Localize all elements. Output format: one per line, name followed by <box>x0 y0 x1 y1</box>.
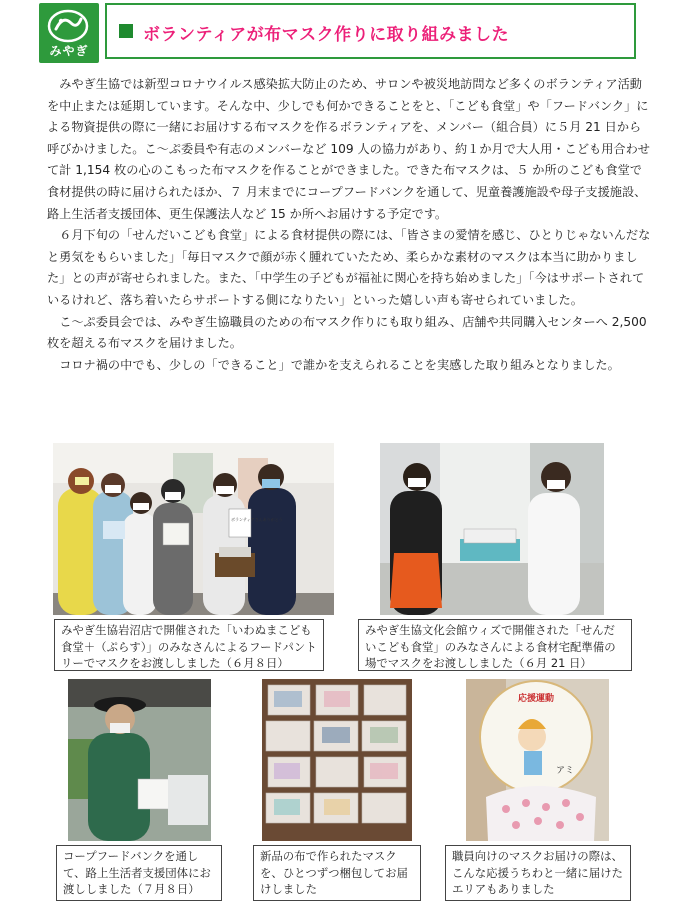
article-paragraph: みやぎ生協では新型コロナウイルス感染拡大防止のため、サロンや被災地訪問など多くのボランティア活動を中止または延期しています。そんな中、少しでも何かできることをと、「こども食堂」や「フードバンク」による物資提供の際に一緒にお届けする布マスクを作るボランティアを、メンバー（組合員）に５月 21 日から呼びかけました。こ～ぷ委員や有志のメンバーなど 109 人の協力があり、約１か月で大人用・こども用合わせて計 1,154 枚の心のこもった布マスクを作ることができました。できた布マスクは、５ か所のこども食堂で食材提供の時に届けられたほか、７ 月末までにコープフードバンクを通して、児童養護施設や母子支援施設、路上生活者支援団体、更生保護法人など 15 か所へお届けする予定です。 <box>47 77 650 221</box>
photo-sendai-handover <box>380 443 604 615</box>
photo-caption: みやぎ生協文化会館ウィズで開催された「せんだいこども食堂」のみなさんによる食材宅配準備の場でマスクをお渡ししました（６月 21 日） <box>358 619 632 671</box>
photo-iwanuma-group <box>53 443 334 615</box>
thank-you-sign: ボランティアさんありがとう <box>231 517 283 522</box>
fan-title: 応援運動 <box>517 694 555 704</box>
fan-name: アミ <box>556 766 575 776</box>
photo-cheer-fan <box>466 679 609 841</box>
photo-foodbank-handover <box>68 679 211 841</box>
photo-caption: 新品の布で作られたマスクを、ひとつずつ梱包してお届けしました <box>253 845 421 901</box>
page-header <box>39 3 640 63</box>
photo-caption: コープフードバンクを通して、路上生活者支援団体にお渡ししました（７月８日） <box>56 845 222 901</box>
article-paragraph: ６月下旬の「せんだいこども食堂」による食材提供の際には、「皆さまの愛情を感じ、ひとりじゃないんだなと勇気をもらいました」「毎日マスクで顔が赤く腫れていたため、柔らかな素材のマスクは本当に助かりました」との声が寄せられました。また、「中学生の子どもが福祉に関心を持ち始めました」「今はサポートされているけれど、落ち着いたらサポートする側になりたい」といった嬉しい声も寄せられていました。 <box>47 228 651 307</box>
photo-caption: みやぎ生協岩沼店で開催された「いわぬまこども食堂＋（ぷらす）」のみなさんによるフードパントリーでマスクをお渡ししました（６月８日） <box>54 619 324 671</box>
article-paragraph: こ～ぷ委員会では、みやぎ生協職員のための布マスク作りにも取り組み、店舗や共同購入センターへ 2,500 枚を超える布マスクを届けました。 <box>47 314 647 351</box>
logo-text: みやぎ <box>49 44 89 58</box>
photo-caption: 職員向けのマスクお届けの際は、こんな応援うちわと一緒に届けたエリアもありました <box>445 845 631 901</box>
coop-logo-icon <box>47 9 89 43</box>
title-box <box>105 3 636 59</box>
article-paragraph: コロナ禍の中でも、少しの「できること」で誰かを支えられることを実感した取り組みとなりました。 <box>59 357 620 372</box>
title-bullet <box>119 24 133 38</box>
article-body <box>47 74 652 376</box>
miyagi-coop-logo <box>39 3 99 63</box>
page-title: ボランティアが布マスク作りに取り組みました <box>143 25 510 45</box>
photo-packaged-masks <box>262 679 412 841</box>
